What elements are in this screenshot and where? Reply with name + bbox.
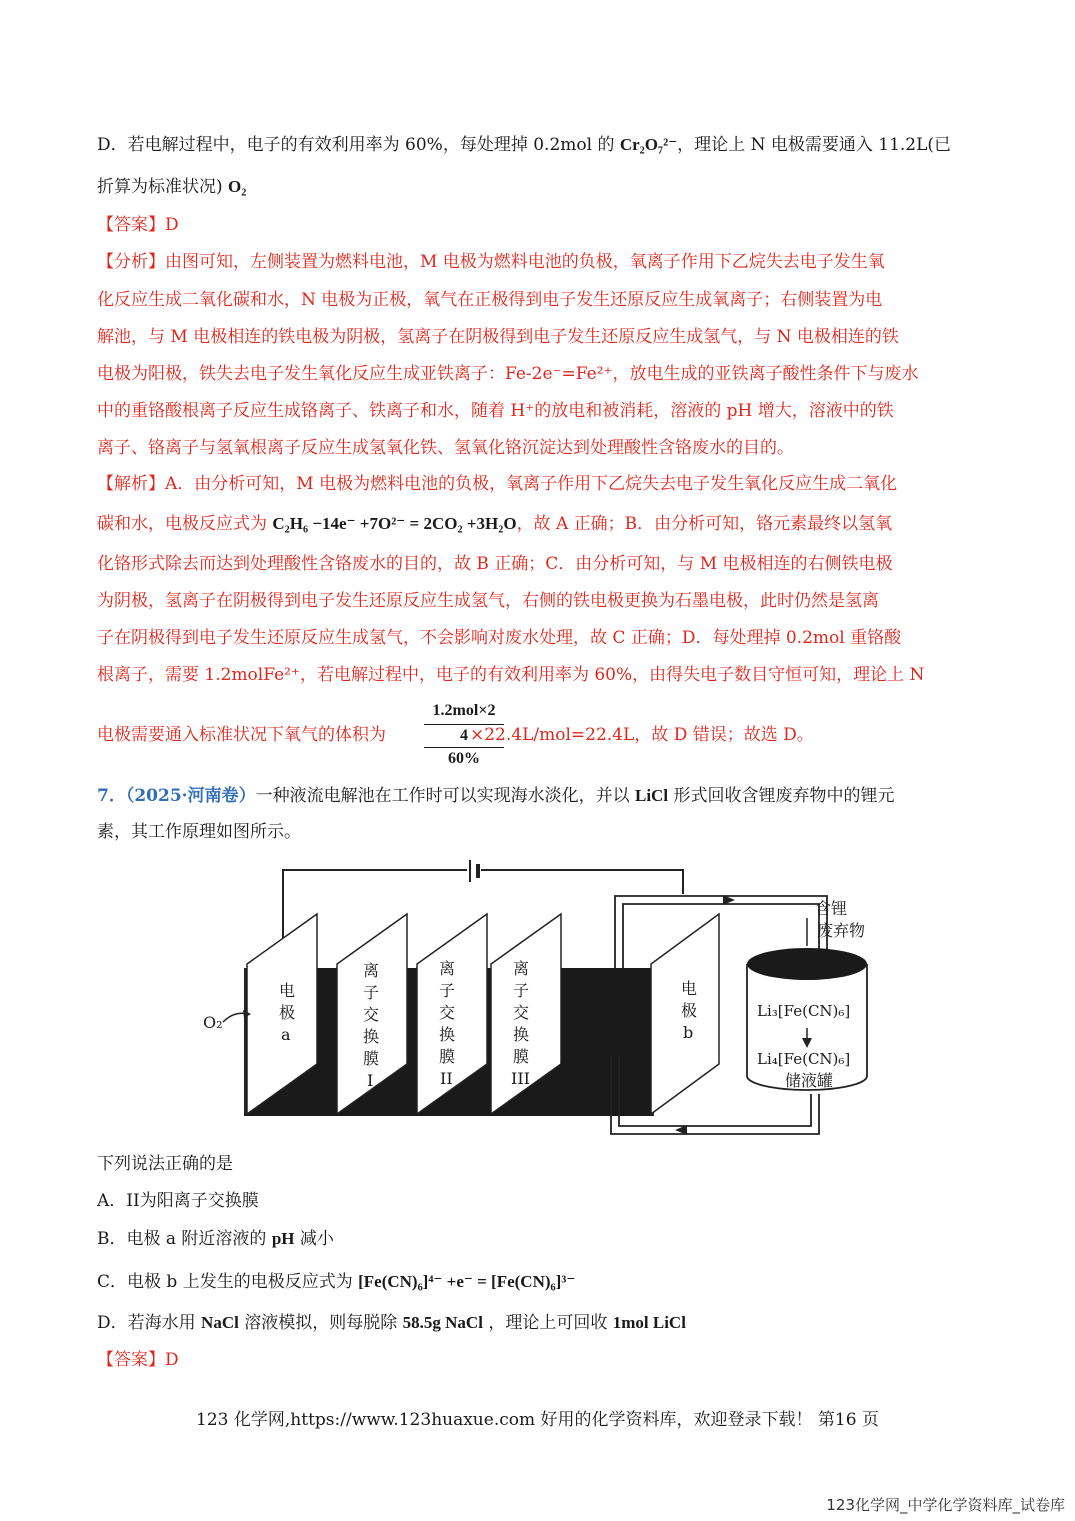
text: ，理论上可回收: [482, 1313, 613, 1333]
oxygen-formula: O₂: [228, 177, 247, 196]
site-watermark: 123化学网_中学化学资料库_试卷库: [826, 1496, 1065, 1514]
char: 交: [439, 1003, 456, 1022]
text: ，理论上 N 电极需要通入 11.2L(已: [677, 135, 952, 155]
licl-amount: 1mol LiCl: [612, 1313, 686, 1332]
text: 形式回收含锂废弃物中的锂元: [668, 786, 895, 806]
char: 交: [513, 1003, 530, 1022]
ferricyanide-equation: [Fe(CN)₆]⁴⁻ +e⁻ = [Fe(CN)₆]³⁻: [358, 1272, 576, 1291]
licl-formula: LiCl: [634, 786, 669, 805]
text: D．若海水用: [97, 1313, 202, 1333]
explain-line-3: 化铬形式除去而达到处理酸性含铬废水的目的，故 B 正确；C．由分析可知，与 M 电极相连的右侧铁电极: [97, 554, 893, 574]
answer-1: 【答案】D: [97, 215, 179, 235]
tank-label: 储液罐: [785, 1071, 834, 1090]
explain-line-4: 为阴极，氢离子在阴极得到电子发生还原反应生成氢气，右侧的铁电极更换为石墨电极，此时仍然是氢离: [97, 591, 879, 611]
wire-right: [481, 870, 683, 894]
option-c: [97, 1270, 575, 1294]
ethane-equation: C₂H₆ −14e⁻ +7O²⁻ = 2CO₂ +3H₂O: [272, 514, 517, 533]
storage-tank-top: [747, 948, 867, 980]
text: 一种液流电解池在工作时可以实现海水淡化，并以: [255, 786, 635, 806]
fraction-middle: 4: [460, 727, 468, 744]
answer-2: 【答案】D: [97, 1350, 179, 1370]
text: ，故 A 正确；B．由分析可知，铬元素最终以氢氧: [516, 514, 893, 534]
analysis-line-2: 化反应生成二氧化碳和水，N 电极为正极，氧气在正极得到电子发生还原反应生成氧离子；右侧装置为电: [97, 290, 883, 310]
char: 换: [439, 1025, 456, 1044]
prev-option-d-line2: [97, 175, 246, 199]
question-7-line-1: [97, 784, 894, 808]
text: ×22.4L/mol=22.4L，故 D 错误；故选 D。: [470, 725, 814, 745]
explain-line-1: 【解析】A．由分析可知，M 电极为燃料电池的负极，氧离子作用下乙烷失去电子发生氧化反应生成二氧化: [97, 474, 898, 494]
electrode-a-char-1: 电: [279, 981, 296, 1000]
o2-label: O₂: [203, 1013, 223, 1032]
fraction-denominator: 60%: [448, 750, 480, 767]
text: 溶液模拟，则每脱除: [238, 1313, 403, 1333]
char: 膜: [513, 1047, 530, 1066]
electrode-a-char-3: a: [281, 1025, 291, 1044]
question-stem: 下列说法正确的是: [97, 1154, 233, 1174]
fraction-numerator: 1.2mol×2: [432, 702, 496, 719]
question-source: （2025·河南卷）: [125, 786, 256, 806]
char: I: [367, 1071, 374, 1090]
electrode-a-char-2: 极: [279, 1003, 296, 1022]
analysis-line-5: 中的重铬酸根离子反应生成铬离子、铁离子和水，随着 H⁺的放电和被消耗，溶液的 pH 增大，溶液中的铁: [97, 401, 894, 421]
option-a: A．II为阳离子交换膜: [97, 1191, 259, 1211]
explain-line-2: [97, 512, 892, 536]
waste-label-1: 含锂: [815, 899, 848, 918]
char: II: [440, 1069, 453, 1088]
ph-symbol: pH: [271, 1229, 295, 1248]
text: 电极需要通入标准状况下氧气的体积为: [97, 725, 386, 745]
electrode-b-char-3: b: [683, 1023, 694, 1042]
dichromate-formula: Cr₂O₇²⁻: [619, 135, 678, 154]
electrode-b-char-2: 极: [681, 1001, 698, 1020]
electrolysis-cell-diagram: [195, 856, 885, 1146]
char: 子: [513, 981, 530, 1000]
fraction-bar-1: [424, 724, 504, 725]
char: 离: [363, 961, 380, 980]
nacl-mass: 58.5g NaCl: [402, 1313, 483, 1332]
text: 折算为标准状况): [97, 177, 229, 197]
text: 碳和水，电极反应式为: [97, 514, 273, 534]
analysis-line-6: 离子、铬离子与氢氧根离子反应生成氢氧化铁、氢氧化铬沉淀达到处理酸性含铬废水的目的。: [97, 438, 794, 458]
option-d: [97, 1311, 686, 1335]
char: 子: [439, 981, 456, 1000]
electrode-b-char-1: 电: [681, 979, 698, 998]
char: 子: [363, 983, 380, 1002]
text: D．若电解过程中，电子的有效利用率为 60%，每处理掉 0.2mol 的: [97, 135, 620, 155]
explain-line-5: 子在阴极得到电子发生还原反应生成氢气，不会影响对废水处理，故 C 正确；D．每处理掉 0.2mol 重铬酸: [97, 628, 902, 648]
nacl-formula: NaCl: [201, 1313, 239, 1332]
tank-species-bottom: Li₄[Fe(CN)₆]: [757, 1050, 851, 1068]
prev-option-d-line1: [97, 133, 951, 157]
analysis-line-3: 解池，与 M 电极相连的铁电极为阴极，氢离子在阴极得到电子发生还原反应生成氢气，与 N 电极相连的铁: [97, 327, 899, 347]
char: 交: [363, 1005, 380, 1024]
explain-line-6: 根离子，需要 1.2molFe²⁺，若电解过程中，电子的有效利用率为 60%，由得失电子数目守恒可知，理论上 N: [97, 665, 925, 685]
char: III: [511, 1069, 530, 1088]
char: 换: [363, 1027, 380, 1046]
analysis-line-1: 【分析】由图可知，左侧装置为燃料电池，M 电极为燃料电池的负极，氧离子作用下乙烷失去电子发生氧: [97, 252, 885, 272]
analysis-line-4: 电极为阳极，铁失去电子发生氧化反应生成亚铁离子：Fe-2e⁻=Fe²⁺，放电生成的亚铁离子酸性条件下与废水: [97, 364, 919, 384]
char: 离: [513, 959, 530, 978]
question-7-line-2: 素，其工作原理如图所示。: [97, 822, 301, 842]
page-footer: 123 化学网,https://www.123huaxue.com 好用的化学资料库，欢迎登录下载！ 第16 页: [196, 1410, 879, 1430]
char: 离: [439, 959, 456, 978]
option-b: [97, 1227, 334, 1251]
text: B．电极 a 附近溶液的: [97, 1229, 272, 1249]
question-number: 7．: [97, 786, 126, 806]
tank-species-top: Li₃[Fe(CN)₆]: [757, 1002, 851, 1020]
char: 膜: [363, 1049, 380, 1068]
fraction-bar-2: [424, 747, 504, 748]
text: 减小: [294, 1229, 334, 1249]
char: 换: [513, 1025, 530, 1044]
char: 膜: [439, 1047, 456, 1066]
text: C．电极 b 上发生的电极反应式为: [97, 1272, 359, 1292]
waste-label-2: 废弃物: [817, 921, 866, 940]
